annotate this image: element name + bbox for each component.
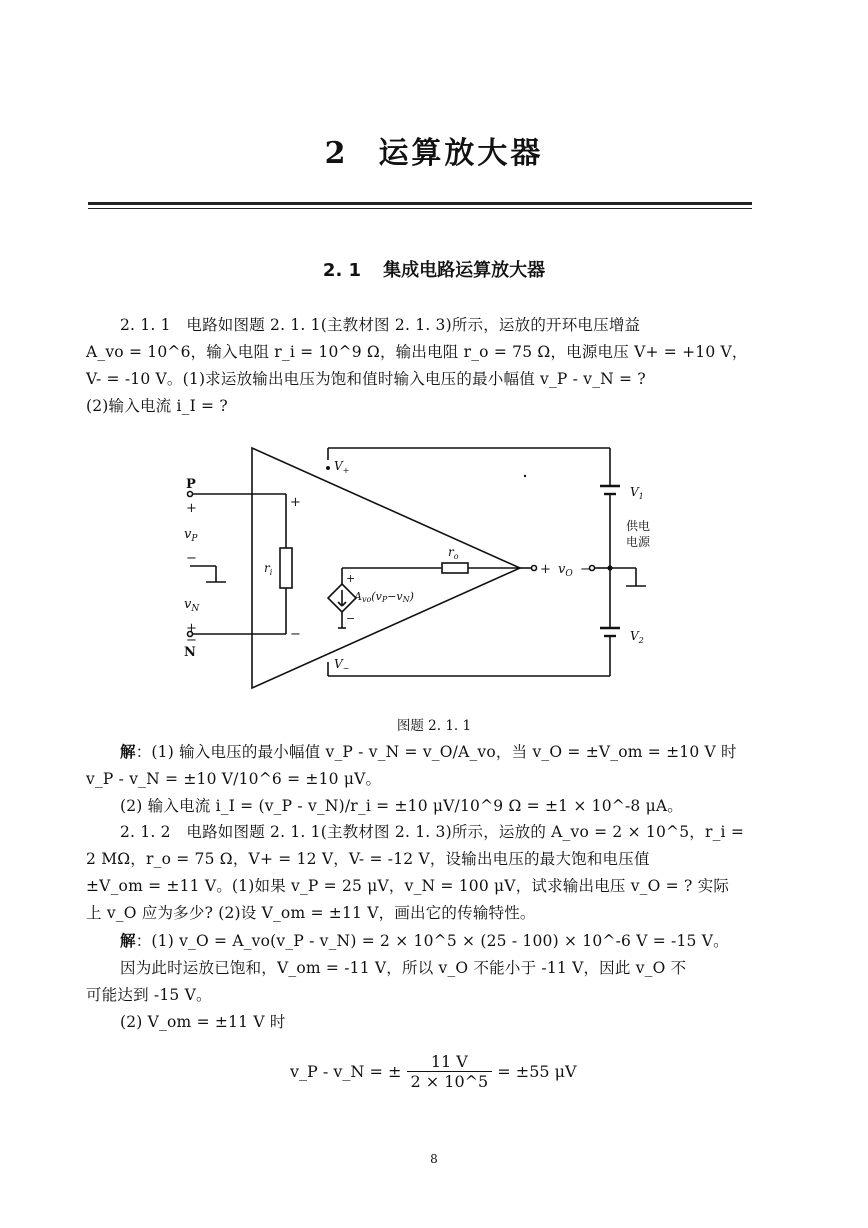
problem-line: V- = -10 V。(1)求运放输出电压为饱和值时输入电压的最小幅值 v_P - v_N = ? (86, 370, 646, 388)
label-vn: $v_N$ (184, 597, 200, 614)
solution-label: 解 (120, 931, 136, 950)
label-vp: $v_P$ (184, 527, 198, 544)
solution-line: (2) 输入电流 i_I = (v_P - v_N)/r_i = ±10 μV/10^9 Ω = ±1 × 10^-8 μA。 (120, 797, 683, 815)
label-in-minus: − (290, 627, 301, 642)
section-number: 2. 1 (322, 260, 362, 281)
label-supply-2: 电源 (626, 535, 651, 549)
label-p-minus: − (186, 551, 197, 566)
label-src-plus: + (346, 572, 356, 585)
solution-line: 因为此时运放已饱和，V_om = -11 V，所以 v_O 不能小于 -11 V，因此 v_O 不 (120, 959, 687, 977)
solution-text: ：(1) 输入电压的最小幅值 v_P - v_N = v_O/A_vo，当 v_O = ±V_om = ±10 V 时 (135, 743, 737, 761)
formula-fraction (407, 1052, 493, 1091)
solution-text: ：(1) v_O = A_vo(v_P - v_N) = 2 × 10^5 × (25 - 100) × 10^-6 V = -15 V。 (135, 932, 729, 950)
chapter-name: 运算放大器 (378, 136, 544, 171)
solution-line (86, 738, 754, 766)
title-rule-thin (88, 208, 752, 209)
label-vminus: $V_-$ (334, 657, 350, 673)
solution-label: 解 (120, 742, 136, 761)
label-ro: $r_o$ (448, 545, 459, 561)
title-rule-thick (88, 202, 752, 205)
op-amp-circuit-diagram (170, 436, 670, 696)
section-name: 集成电路运算放大器 (383, 260, 546, 281)
chapter-title (0, 128, 868, 172)
label-out-plus: + (540, 562, 551, 577)
solution-line: (2) V_om = ±11 V 时 (120, 1013, 286, 1031)
label-ri: $r_i$ (264, 561, 273, 577)
problem-line: 2 MΩ，r_o = 75 Ω，V+ = 12 V，V- = -12 V，设输出电压的最大饱和电压值 (86, 850, 650, 868)
problem-line: ±V_om = ±11 V。(1)如果 v_P = 25 μV，v_N = 100 μV，试求输出电压 v_O = ? 实际 (86, 877, 730, 895)
page-number: 8 (430, 1152, 438, 1166)
solution-line: 可能达到 -15 V。 (86, 986, 212, 1004)
label-vplus: $V_+$ (334, 459, 350, 475)
figure-caption: 图题 2. 1. 1 (396, 718, 472, 734)
formula-rhs: = ±55 μV (497, 1062, 577, 1081)
problem-line: 上 v_O 应为多少? (2)设 V_om = ±11 V，画出它的传输特性。 (86, 904, 536, 922)
label-n: N (184, 645, 196, 660)
label-in-plus: + (290, 495, 301, 510)
problem-line: A_vo = 10^6，输入电阻 r_i = 10^9 Ω，输出电阻 r_o = 75 Ω，电源电压 V+ = +10 V， (86, 343, 748, 361)
label-src-minus: − (346, 612, 356, 625)
solution-line: v_P - v_N = ±10 V/10^6 = ±10 μV。 (86, 770, 382, 788)
label-p-plus: + (186, 501, 197, 516)
label-n-plus: + (186, 621, 197, 636)
formula-denominator: 2 × 10^5 (410, 1072, 489, 1091)
ri-resistor (280, 548, 292, 588)
label-supply-1: 供电 (626, 519, 651, 533)
formula-lhs: v_P - v_N = ± (290, 1062, 402, 1081)
label-v2: $V_2$ (630, 629, 644, 645)
solution-line (86, 927, 754, 955)
chapter-number: 2 (324, 136, 349, 171)
problem-2-1-1 (86, 312, 754, 420)
section-title (0, 256, 868, 282)
problem-line: (2)输入电流 i_I = ? (86, 397, 228, 415)
solution-2-1-2 (86, 927, 754, 1036)
label-out-minus: − (580, 562, 591, 577)
label-dependent-source: Avo(vP−vN) (354, 590, 414, 604)
ro-resistor (442, 563, 468, 573)
formula-numerator: 11 V (407, 1052, 493, 1072)
problem-line: 2. 1. 2 电路如图题 2. 1. 1(主教材图 2. 1. 3)所示，运放的 A_vo = 2 × 10^5，r_i = (120, 823, 745, 841)
problem-2-1-2 (86, 819, 754, 927)
label-vo: $v_O$ (558, 562, 573, 579)
label-p: P (186, 477, 196, 492)
label-n-minus: − (186, 633, 197, 648)
problem-line: 2. 1. 1 电路如图题 2. 1. 1(主教材图 2. 1. 3)所示，运放的开环电压增益 (120, 316, 641, 334)
label-v1: $V_1$ (630, 485, 644, 501)
solution-2-1-1 (86, 738, 754, 820)
